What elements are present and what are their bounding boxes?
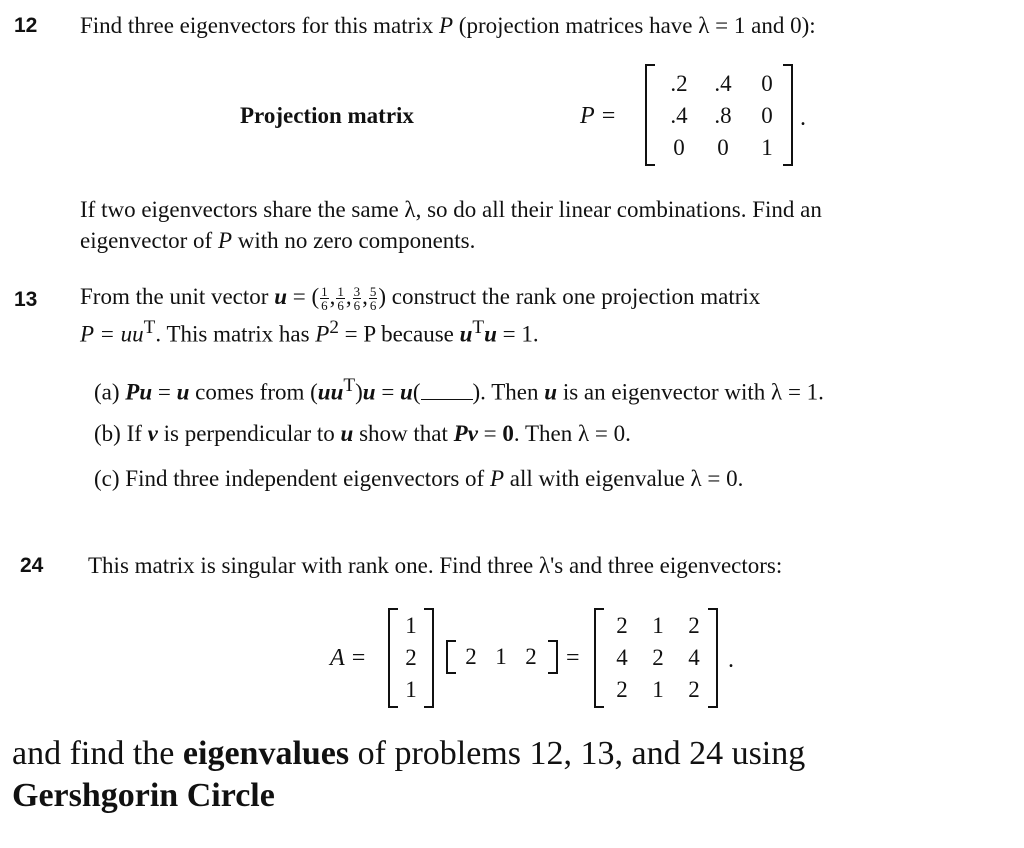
problem-13-part-a: [94, 376, 824, 404]
emphasis: eigenvalues: [182, 735, 350, 772]
text: (: [412, 379, 421, 405]
text: . Then λ = 0.: [513, 421, 631, 446]
problem-12-number: 12: [14, 14, 38, 37]
problem-24-number: 24: [20, 554, 44, 577]
matrix-cell: 0: [717, 135, 729, 160]
matrix-cell: 0: [673, 135, 685, 160]
text: is an eigenvector with λ = 1.: [557, 379, 824, 405]
p-equals: [580, 104, 616, 128]
matrix-cell: 1: [405, 677, 417, 702]
text: = P because: [338, 321, 460, 347]
numerator: 1: [321, 284, 328, 300]
matrix-cell: 4: [688, 645, 700, 670]
right-bracket: [708, 608, 718, 708]
var: u: [274, 284, 287, 309]
right-bracket: [424, 608, 434, 708]
matrix-cell: .2: [670, 71, 688, 96]
text: From the unit vector: [80, 284, 275, 309]
var: uu: [317, 379, 344, 405]
text: with no zero components.: [232, 228, 476, 253]
text: comes from (: [189, 379, 318, 405]
period: .: [800, 105, 806, 131]
matrix-cell: 2: [688, 677, 700, 702]
eq-lhs: P =: [580, 103, 617, 129]
var: u: [176, 379, 190, 405]
projection-matrix-label: Projection matrix: [240, 103, 414, 128]
matrix-cell: 2: [652, 645, 664, 670]
var: Pv: [453, 421, 478, 446]
text: show that: [353, 421, 454, 446]
zero-vector: 0: [502, 421, 514, 446]
matrix-cell: .4: [670, 103, 688, 128]
footer-line-2: Gershgorin Circle: [12, 777, 275, 814]
text: ): [355, 379, 363, 405]
equals-sign: =: [566, 645, 580, 671]
var: u: [544, 379, 558, 405]
sup: T: [343, 375, 356, 396]
matrix-cell: 2: [525, 644, 537, 669]
footer-line-1: [12, 734, 805, 775]
text: = 1.: [496, 321, 539, 347]
text: and find the: [12, 735, 183, 772]
text: =: [477, 421, 503, 446]
text: =: [375, 379, 401, 405]
matrix-cell: 1: [405, 613, 417, 638]
eq-lhs: A =: [330, 645, 367, 671]
matrix-cell: 1: [761, 135, 773, 160]
text: ). Then: [472, 379, 545, 405]
var: P: [489, 466, 505, 491]
matrix-P: [645, 64, 793, 166]
problem-13-line-1: From the unit vector u = ( $\frac{1}{6}$ , $\frac{1}{6}$ , $\frac{3}{6}$ , $\frac{5}{6}$ ) construct the rank one projection matrix: [80, 284, 761, 314]
matrix-cell: 2: [688, 613, 700, 638]
problem-13-part-b: [94, 422, 631, 445]
left-bracket: [388, 608, 398, 708]
text: of problems 12, 13, and 24 using: [349, 735, 806, 772]
text: Find three independent eigenvectors of: [125, 466, 490, 491]
matrix-cell: 2: [616, 677, 628, 702]
matrix-cell: 2: [616, 613, 628, 638]
denominator: 6: [321, 298, 328, 314]
denominator: 6: [369, 298, 377, 314]
a-equals: [330, 646, 366, 670]
left-bracket: [594, 608, 604, 708]
numerator: 3: [353, 284, 361, 300]
text: P: [315, 321, 330, 347]
text: = (: [286, 284, 320, 309]
fraction: [320, 285, 329, 312]
var: u: [459, 321, 473, 347]
problem-12-line-2: If two eigenvectors share the same λ, so do all their linear combinations. Find an: [80, 197, 822, 222]
problem-13-part-c: [94, 467, 743, 490]
text: is perpendicular to: [157, 421, 341, 446]
fraction: [353, 285, 362, 312]
matrix-cell: 1: [495, 644, 507, 669]
var: u: [400, 379, 413, 405]
sup: T: [472, 317, 485, 338]
part-label: (b): [94, 421, 127, 446]
problem-13-line-2: [80, 318, 539, 346]
text: (projection matrices have λ = 1 and 0):: [453, 13, 816, 38]
denominator: 6: [353, 298, 361, 314]
matrix-cell: 2: [465, 644, 477, 669]
text: P = uu: [80, 321, 144, 347]
numerator: 5: [369, 284, 377, 300]
matrix-cell: .4: [714, 71, 732, 96]
matrix-cell: 1: [652, 613, 664, 638]
left-bracket: [645, 64, 655, 166]
problem-24-statement: This matrix is singular with rank one. Find three λ's and three eigenvectors:: [88, 553, 783, 578]
matrix-cell: 2: [405, 645, 417, 670]
left-bracket: [446, 640, 456, 674]
numerator: 1: [337, 284, 344, 300]
fraction: [336, 285, 345, 312]
matrix-A: [594, 608, 718, 708]
text: eigenvector of: [80, 228, 218, 253]
matrix-cell: 0: [761, 71, 773, 96]
right-bracket: [548, 640, 558, 674]
var: v: [147, 421, 158, 446]
text: . This matrix has: [155, 321, 316, 347]
fraction: [369, 285, 378, 312]
row-vector: [446, 640, 558, 674]
answer-blank: [421, 381, 473, 400]
text: ) construct the rank one projection matrix: [378, 284, 761, 309]
sup: T: [143, 317, 156, 338]
problem-12-statement: [80, 14, 816, 37]
sup: 2: [329, 317, 339, 338]
var: P: [217, 228, 232, 253]
var: u: [340, 421, 354, 446]
right-bracket: [783, 64, 793, 166]
problem-13-number: 13: [14, 288, 38, 311]
var: Pu: [125, 379, 153, 405]
part-label: (a): [94, 379, 126, 405]
var: P: [438, 13, 454, 38]
text: =: [152, 379, 177, 405]
matrix-cell: 0: [761, 103, 773, 128]
column-vector: [388, 608, 434, 708]
matrix-cell: 1: [652, 677, 664, 702]
part-label: (c): [94, 466, 126, 491]
denominator: 6: [337, 298, 344, 314]
matrix-cell: 4: [616, 645, 628, 670]
var: u: [484, 321, 497, 347]
text: all with eigenvalue λ = 0.: [504, 466, 744, 491]
problem-12-line-3: [80, 229, 475, 252]
period: .: [728, 647, 734, 673]
text: Find three eigenvectors for this matrix: [80, 13, 439, 38]
var: u: [362, 379, 376, 405]
matrix-cell: .8: [714, 103, 732, 128]
text: If: [126, 421, 148, 446]
